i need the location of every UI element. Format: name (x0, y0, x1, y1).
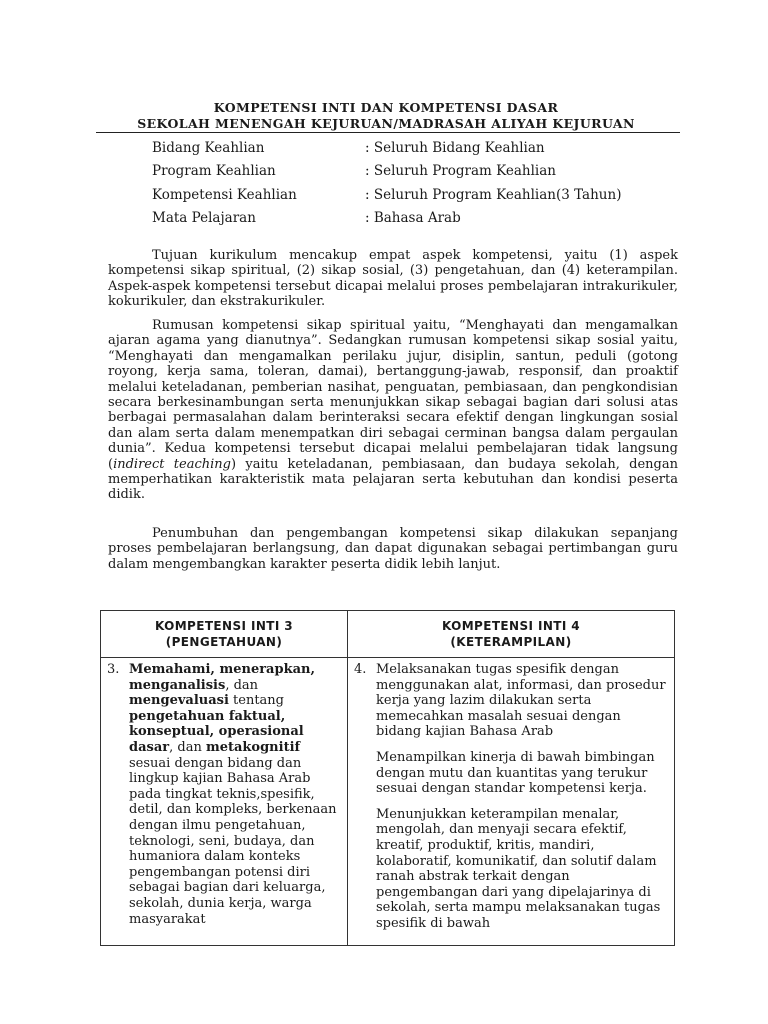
meta-value: : Bahasa Arab (365, 210, 461, 227)
paragraph-rumusan-text-end: ) yaitu keteladanan, pembiasaan, dan budaya sekolah, dengan memperhatikan karakteristik mata pelajaran serta kebutuhan dan kondisi peserta didik. (108, 456, 678, 503)
table-header-row (101, 611, 675, 658)
title-line-2: SEKOLAH MENENGAH KEJURUAN/MADRASAH ALIYAH KEJURUAN (137, 116, 635, 131)
ki3-header-line-1: KOMPETENSI INTI 3 (154, 619, 294, 633)
ki3-bold-1: Memahami, menerapkan, menganalisis (129, 662, 315, 693)
paragraph-tujuan: Tujuan kurikulum mencakup empat aspek kompetensi, yaitu (1) aspek kompetensi sikap spiritual, (2) sikap sosial, (3) pengetahuan, dan (4) keterampilan. Aspek-aspek kompetensi tersebut dicapai melalui proses pembelajaran intrakurikuler, kokurikuler, dan ekstrakurikuler. (108, 248, 678, 310)
paragraph-rumusan-text: Rumusan kompetensi sikap spiritual yaitu, “Menghayati dan mengamalkan ajaran agama yang dianutnya”. Sedangkan rumusan kompetensi sikap sosial yaitu, “Menghayati dan mengamalkan perilaku jujur, disiplin, santun, peduli (gotong royong, kerja sama, toleran, damai), bertanggung-jawab, responsif, dan proaktif melalui keteladanan, pemberian nasihat, penguatan, pembiasaan, dan pengkondisian secara berkesinambungan serta menunjukkan sikap sebagai bagian dari solusi atas berbagai permasalahan dalam berinteraksi secara efektif dengan lingkungan sosial dan alam serta dalam menempatkan diri sebagai cerminan bangsa dalam pergaulan dunia”. Kedua kompetensi tersebut dicapai melalui pembelajaran tidak langsung ( (108, 318, 678, 472)
meta-value: : Seluruh Program Keahlian(3 Tahun) (365, 186, 622, 203)
indirect-teaching-term: indirect teaching (113, 456, 231, 472)
ki3-text-3: , dan (169, 739, 206, 755)
meta-row-mapel (152, 207, 621, 231)
paragraph-rumusan (108, 318, 678, 503)
meta-key: Bidang Keahlian (152, 139, 265, 156)
ki3-header (101, 611, 348, 658)
ki3-text (129, 662, 342, 944)
meta-row-program (152, 160, 621, 184)
kompetensi-table (100, 610, 675, 946)
ki3-header-line-2: (PENGETAHUAN) (165, 635, 283, 649)
ki3-cell (101, 658, 348, 946)
meta-value: : Seluruh Bidang Keahlian (365, 139, 545, 156)
ki3-bold-3: pengetahuan faktual, konseptual, operasional dasar (129, 708, 304, 755)
meta-row-bidang (152, 136, 621, 160)
ki3-number: 3. (107, 662, 120, 677)
ki4-header-line-1: KOMPETENSI INTI 4 (441, 619, 581, 633)
ki4-header-line-2: (KETERAMPILAN) (450, 635, 572, 649)
ki4-paragraph-3: Menunjukkan keterampilan menalar, mengolah, dan menyaji secara efektif, kreatif, produktif, kritis, mandiri, kolaboratif, komunikatif, dan solutif dalam ranah abstrak terkait dengan pengembangan dari yang dipelajarinya di sekolah, serta mampu melaksanakan tugas spesifik di bawah (376, 806, 661, 931)
ki4-text (376, 662, 669, 944)
title-rule (96, 132, 680, 133)
ki4-number: 4. (354, 662, 367, 677)
document-title (92, 100, 680, 132)
ki3-bold-4: metakognitif (205, 739, 301, 755)
meta-row-kompetensi (152, 183, 621, 207)
meta-key: Mata Pelajaran (152, 210, 256, 227)
ki3-bold-2: mengevaluasi (129, 693, 229, 709)
ki3-text-1: , dan (225, 677, 259, 693)
title-line-1: KOMPETENSI INTI DAN KOMPETENSI DASAR (213, 100, 559, 115)
paragraph-penumbuhan: Penumbuhan dan pengembangan kompetensi sikap dilakukan sepanjang proses pembelajaran berlangsung, dan dapat digunakan sebagai pertimbangan guru dalam mengembangkan karakter peserta didik lebih lanjut. (108, 526, 678, 572)
ki4-header (348, 611, 675, 658)
ki4-paragraph-1: Melaksanakan tugas spesifik dengan menggunakan alat, informasi, dan prosedur kerja yang lazim dilakukan serta memecahkan masalah sesuai dengan bidang kajian Bahasa Arab (376, 662, 666, 740)
meta-info (152, 136, 621, 230)
ki4-cell (348, 658, 675, 946)
ki3-text-4: sesuai dengan bidang dan lingkup kajian Bahasa Arab pada tingkat teknis,spesifik, detil, dan kompleks, berkenaan dengan ilmu pengetahuan, teknologi, seni, budaya, dan humaniora dalam konteks pengembangan potensi diri sebagai bagian dari keluarga, sekolah, dunia kerja, warga masyarakat (129, 755, 337, 927)
meta-value: : Seluruh Program Keahlian (365, 163, 556, 180)
table-row (101, 658, 675, 946)
ki3-text-2: tentang (228, 693, 284, 709)
meta-key: Kompetensi Keahlian (152, 186, 297, 203)
ki4-paragraph-2: Menampilkan kinerja di bawah bimbingan dengan mutu dan kuantitas yang terukur sesuai dengan standar kompetensi kerja. (376, 749, 655, 797)
meta-key: Program Keahlian (152, 163, 276, 180)
